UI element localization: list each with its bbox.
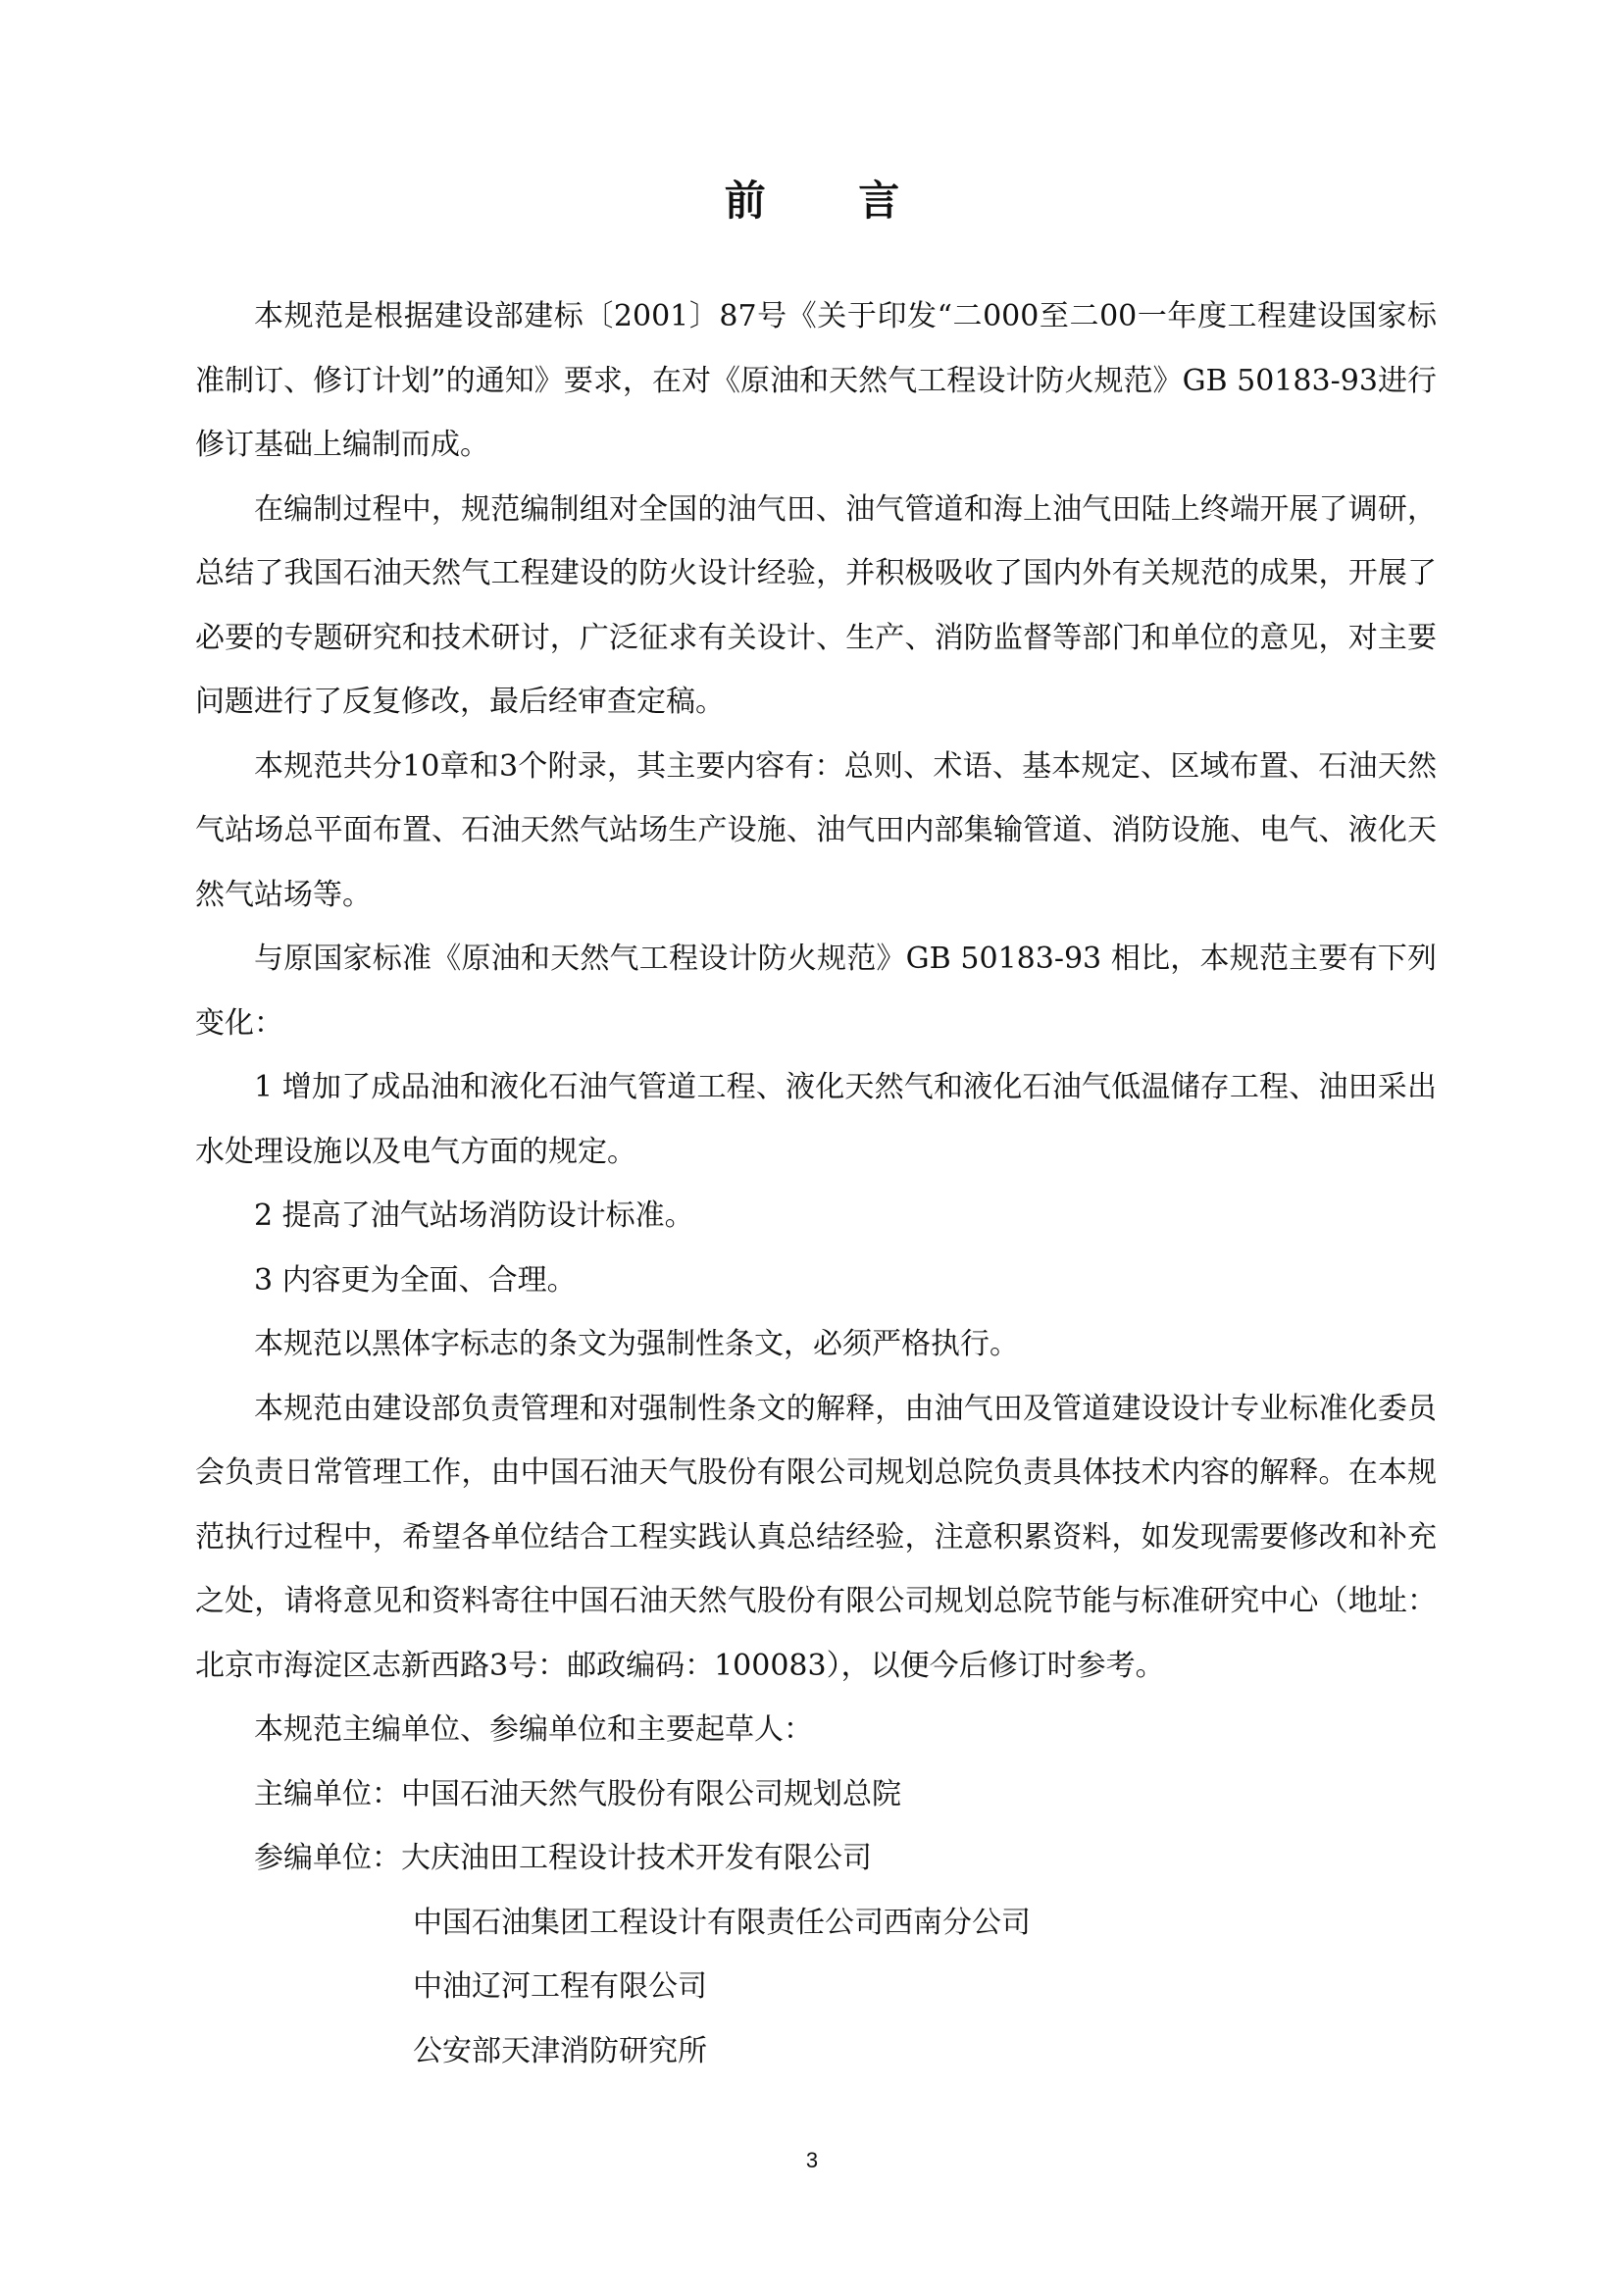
participating-unit-1: 参编单位：大庆油田工程设计技术开发有限公司 <box>254 1841 872 1875</box>
page-title: 前 言 <box>724 177 939 225</box>
paragraph-units-intro: 本规范主编单位、参编单位和主要起草人： <box>254 1712 813 1747</box>
paragraph-process: 在编制过程中，规范编制组对全国的油气田、油气管道和海上油气田陆上终端开展了调研，总结了我国石油天然气工程建设的防火设计经验，并积极吸收了国内外有关规范的成果，开展了必要的专题研究和技术研讨，广泛征求有关设计、生产、消防监督等部门和单位的意见，对主要问题进行了反复修改，最后经审查定稿。 <box>195 491 1437 719</box>
participating-unit-2: 中国石油集团工程设计有限责任公司西南分公司 <box>413 1905 1031 1940</box>
change-item-1: 1 增加了成品油和液化石油气管道工程、液化天然气和液化石油气低温储存工程、油田采出水处理设施以及电气方面的规定。 <box>195 1070 1437 1169</box>
paragraph-changes-intro: 与原国家标准《原油和天然气工程设计防火规范》GB 50183-93 相比，本规范主要有下列变化： <box>195 942 1437 1041</box>
preface-body <box>195 284 1437 2083</box>
paragraph-mandatory: 本规范以黑体字标志的条文为强制性条文，必须严格执行。 <box>254 1327 1019 1361</box>
paragraph-management: 本规范由建设部负责管理和对强制性条文的解释，由油气田及管道建设设计专业标准化委员会负责日常管理工作，由中国石油天气股份有限公司规划总院负责具体技术内容的解释。在本规范执行过程中，希望各单位结合工程实践认真总结经验，注意积累资料，如发现需要修改和补充之处，请将意见和资料寄往中国石油天然气股份有限公司规划总院节能与标准研究中心（地址：北京市海淀区志新西路3号：邮政编码：100083），以便今后修订时参考。 <box>195 1391 1437 1683</box>
participating-unit-4: 公安部天津消防研究所 <box>413 2033 707 2068</box>
change-item-3: 3 内容更为全面、合理。 <box>254 1262 577 1298</box>
paragraph-origin: 本规范是根据建设部建标〔2001〕87号《关于印发“二000至二00一年度工程建设国家标准制订、修订计划”的通知》要求，在对《原油和天然气工程设计防火规范》GB 50183-93进行修订基础上编制而成。 <box>195 299 1437 462</box>
chief-unit: 主编单位：中国石油天然气股份有限公司规划总院 <box>254 1776 901 1811</box>
participating-unit-3: 中油辽河工程有限公司 <box>413 1969 707 2004</box>
paragraph-contents: 本规范共分10章和3个附录，其主要内容有：总则、术语、基本规定、区域布置、石油天然气站场总平面布置、石油天然气站场生产设施、油气田内部集输管道、消防设施、电气、液化天然气站场等。 <box>195 748 1437 912</box>
change-item-2: 2 提高了油气站场消防设计标准。 <box>254 1198 694 1233</box>
page-number: 3 <box>805 2148 819 2172</box>
